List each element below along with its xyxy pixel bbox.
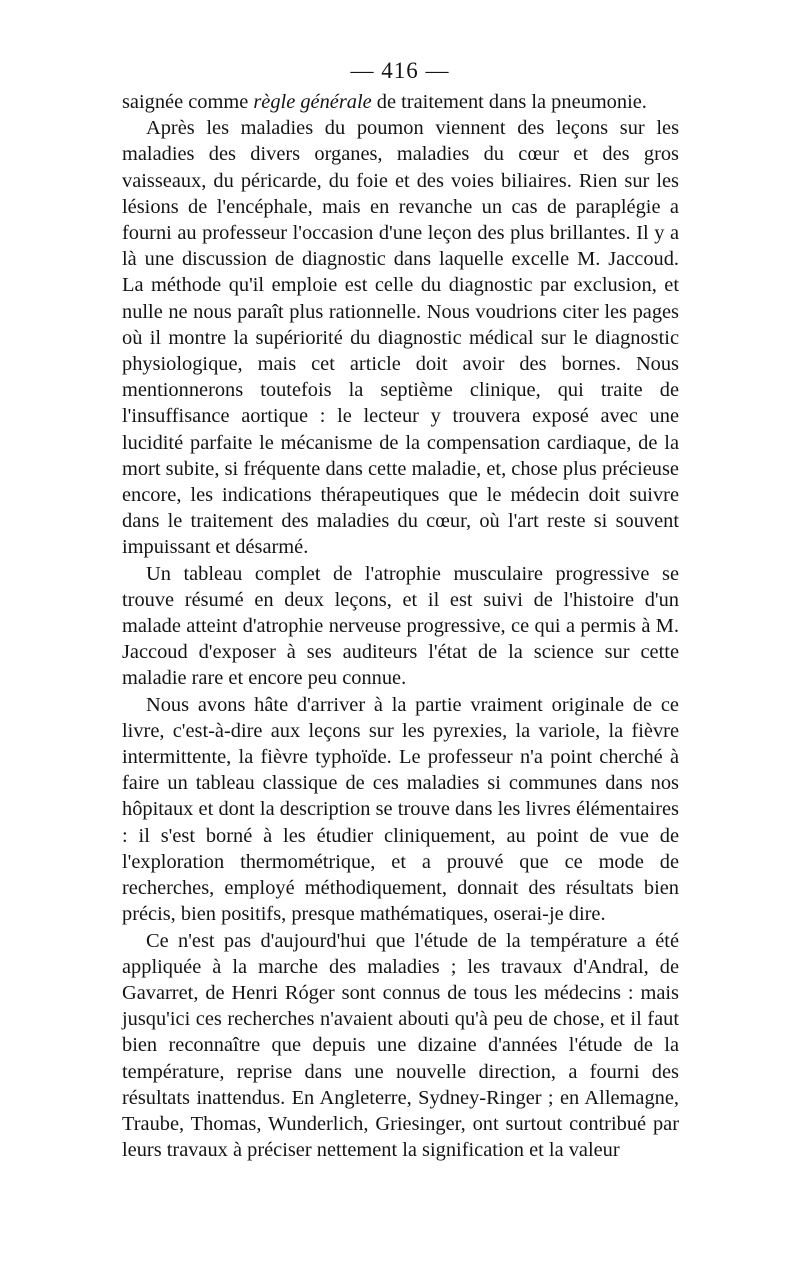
page-number: — 416 — [350,58,450,83]
paragraph: Ce n'est pas d'aujourd'hui que l'étude de la température a été appliquée à la marche des maladies ; les travaux d'Andral, de Gavarret, de Henri Róger sont connus de tous les médecins : mais jusqu'ici ces recherches n'avaient abouti qu'à peu de chose, et il faut bien reconnaître que depuis une dizaine d'années l'étude de la température, reprise dans une nouvelle direction, a fourni des résultats inattendus. En Angleterre, Sydney-Ringer ; en Allemagne, Traube, Thomas, Wunderlich, Griesinger, ont surtout contribué par leurs travaux à préciser nettement la signification et la valeur [122,929,679,1162]
paragraph: Un tableau complet de l'atrophie musculaire progressive se trouve résumé en deux leçons, et il est suivi de l'histoire d'un malade atteint d'atrophie nerveuse progressive, ce qui a permis à M. Jaccoud d'exposer à ses auditeurs l'état de la science sur cette maladie rare et encore peu connue. [122,562,679,690]
paragraph: Après les maladies du poumon viennent des leçons sur les maladies des divers organes, maladies du cœur et des gros vaisseaux, du péricarde, du foie et des voies biliaires. Rien sur les lésions de l'encéphale, mais en revanche un cas de paraplégie a fourni au professeur l'occasion d'une leçon des plus brillantes. Il y a là une discussion de diagnostic dans laquelle excelle M. Jaccoud. La méthode qu'il emploie est celle du diagnostic par exclusion, et nulle ne nous paraît plus rationnelle. Nous voudrions citer les pages où il montre la supériorité du diagnostic médical sur le diagnostic physiologique, mais cet article doit avoir des bornes. Nous mentionnerons toutefois la septième clinique, qui traite de l'insuffisance aortique : le lecteur y trouvera exposé avec une lucidité parfaite le mécanisme de la compensation cardiaque, de la mort subite, si fréquente dans cette maladie, et, chose plus précieuse encore, les indications thérapeutiques que le médecin doit suivre dans le traitement des maladies du cœur, où l'art reste si souvent impuissant et désarmé. [122,117,679,559]
italic-phrase: règle générale [253,91,372,113]
paragraph-fragment: de traitement dans la pneumonie. [371,91,647,113]
body-text [122,89,679,1163]
paragraph: Nous avons hâte d'arriver à la partie vraiment originale de ce livre, c'est-à-dire aux leçons sur les pyrexies, la variole, la fièvre intermittente, la fièvre typhoïde. Le professeur n'a point cherché à faire un tableau classique de ces maladies si communes dans nos hôpitaux et dont la description se trouve dans les livres élémentaires : il s'est borné à les étudier cliniquement, au point de vue de l'exploration thermométrique, et a prouvé que ce mode de recherches, employé méthodiquement, donnait des résultats bien précis, bien positifs, presque mathématiques, oserai-je dire. [122,693,679,926]
paragraph-fragment: saignée comme [122,91,254,113]
paragraph-continuation [122,89,679,115]
